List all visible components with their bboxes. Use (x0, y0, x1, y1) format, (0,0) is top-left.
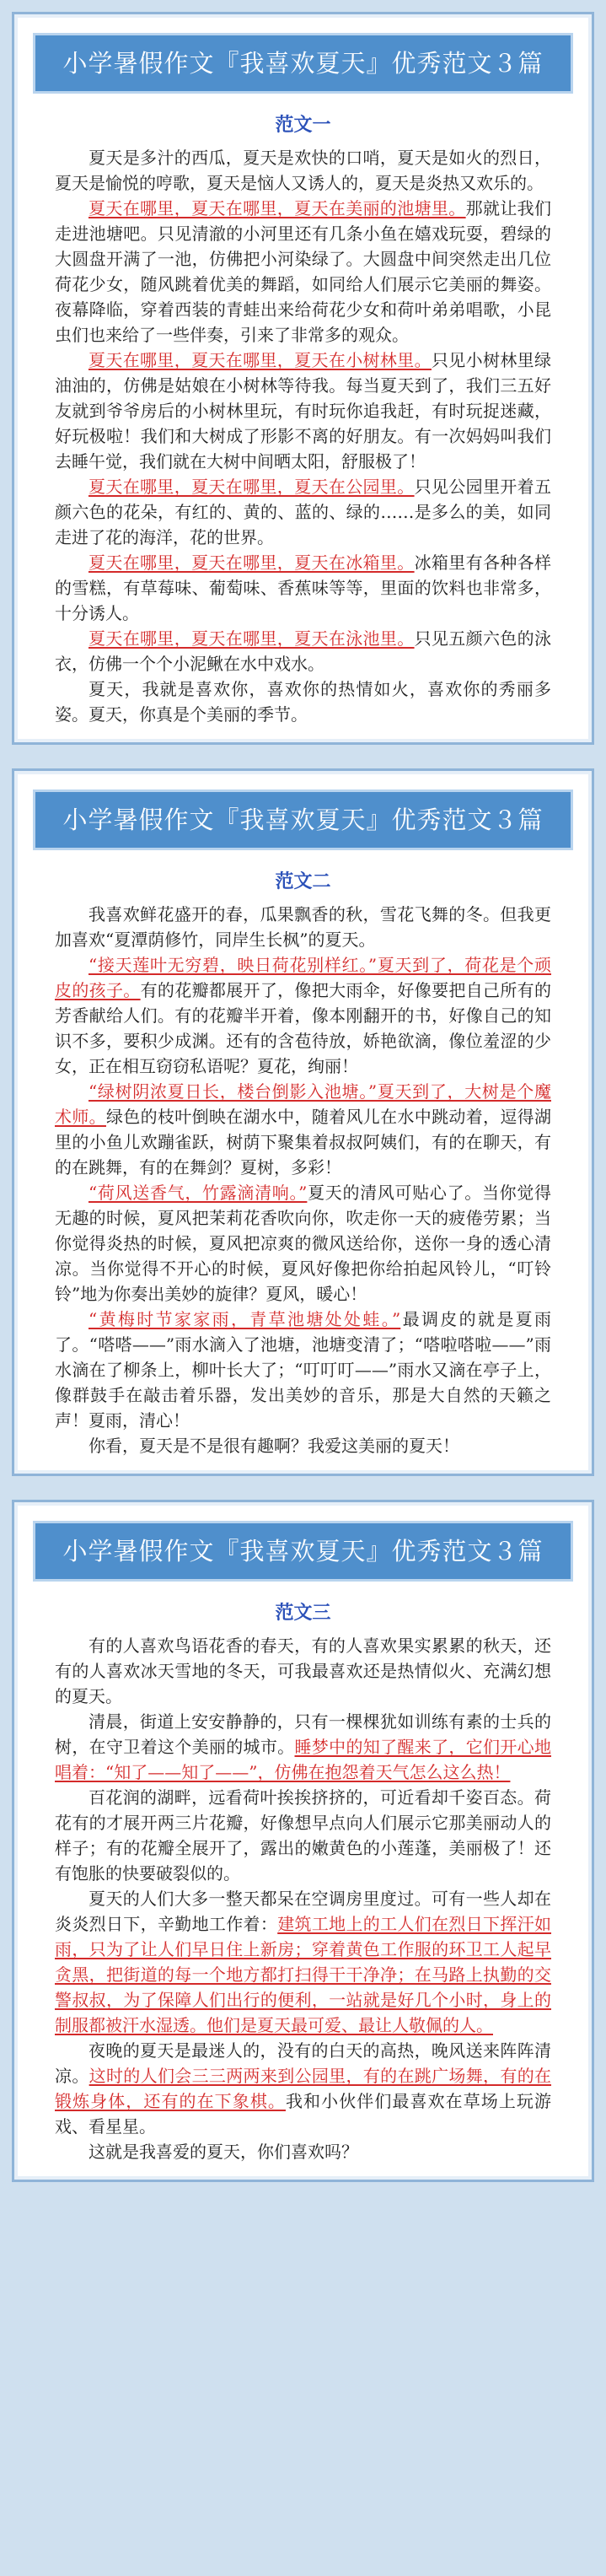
article-body (14, 902, 592, 1458)
article-paragraph (55, 196, 551, 348)
paragraph-text: 有的花瓣都展开了，像把大雨伞，好像要把自己所有的芳香献给人们。有的花瓣半开着，像本刚翻开的书，好像自己的知识不多，要积少成渊。还有的含苞待放，娇艳欲滴，像位羞涩的少女，正在相互窃窃私语呢？夏花，绚丽！ (55, 980, 552, 1076)
paragraph-text: 只见小树林里绿油油的，仿佛是姑娘在小树林等待我。每当夏天到了，我们三五好友就到爷爷房后的小树林里玩，有时玩你追我赶，有时玩捉迷藏，好玩极啦！我们和大树成了形影不离的好朋友。有一次妈妈叫我们去睡午觉，我们就在大树中间晒太阳，舒服极了！ (55, 350, 552, 472)
paragraph-text: 清晨，街道上安安静静的，只有一棵棵犹如训练有素的士兵的树，在守卫着这个美丽的城市。 (55, 1711, 551, 1757)
article-paragraph (55, 1886, 551, 2038)
article-card-2 (12, 768, 594, 1476)
article-paragraph (55, 626, 551, 676)
highlighted-sentence: “荷风送香气，竹露滴清响。” (88, 1183, 308, 1203)
paragraph-text: 我喜欢鲜花盛开的春，瓜果飘香的秋，雪花飞舞的冬。但我更加喜欢“夏潭荫修竹，同岸生长枫”的夏天。 (55, 904, 551, 950)
paragraph-text: 最调皮的就是夏雨了。“嗒嗒——”雨水滴入了池塘，池塘变清了；“嗒啦嗒啦——”雨水滴在了柳条上，柳叶长大了；“叮叮叮——”雨水又滴在亭子上，像群鼓手在敲击着乐器，发出美妙的音乐，那是大自然的天籁之声！夏雨，清心！ (55, 1309, 552, 1431)
article-paragraph (55, 550, 551, 626)
paragraph-text: 绿色的枝叶倒映在湖水中，随着风儿在水中跳动着，逗得湖里的小鱼儿欢蹦雀跃，树荫下聚集着叔叔阿姨们，有的在聊天，有的在跳舞，有的在舞剑？夏树，多彩！ (55, 1107, 552, 1178)
article-paragraph (55, 2139, 551, 2164)
article-subtitle: 范文一 (275, 114, 331, 136)
paragraph-text: 有的人喜欢鸟语花香的春天，有的人喜欢果实累累的秋天，还有的人喜欢冰天雪地的冬天，可我最喜欢还是热情似火、充满幻想的夏天。 (55, 1636, 551, 1706)
article-paragraph (55, 1633, 551, 1709)
article-paragraph (55, 1307, 551, 1433)
article-subtitle: 范文二 (275, 870, 331, 892)
paragraph-text: 夜晚的夏天是最迷人的，没有的白天的高热，晚风送来阵阵清凉。 (55, 2040, 551, 2086)
paragraph-text: 只见公园里开着五颜六色的花朵，有红的、黄的、蓝的、绿的……是多么的美，如同走进了花的海洋，花的世界。 (55, 477, 552, 547)
article-paragraph (55, 2038, 551, 2139)
article-paragraph (55, 474, 551, 550)
highlighted-sentence: 夏天在哪里，夏天在哪里，夏天在公园里。 (88, 477, 415, 497)
highlighted-sentence: “绿树阴浓夏日长，楼台倒影入池塘。”夏天到了，大树是个魔术师。 (55, 1081, 551, 1127)
paragraph-text: 夏天，我就是喜欢你，喜欢你的热情如火，喜欢你的秀丽多姿。夏天，你真是个美丽的季节。 (55, 679, 551, 725)
article-banner: 小学暑假作文『我喜欢夏天』优秀范文３篇 (33, 790, 573, 850)
article-paragraph (55, 1180, 551, 1307)
highlighted-sentence: 这时的人们会三三两两来到公园里，有的在跳广场舞，有的在锻炼身体，还有的在下象棋。 (55, 2066, 552, 2111)
article-paragraph (55, 145, 551, 196)
paragraph-text: 夏天的清风可贴心了。当你觉得无趣的时候，夏风把茉莉花香吹向你，吹走你一天的疲倦劳累；当你觉得炎热的时候，夏风把凉爽的微风送给你，送你一身的透心清凉。当你觉得不开心的时候，夏风好像把你给拍起风铃儿，“叮铃铃”地为你奏出美妙的旋律？夏风，暖心！ (55, 1183, 552, 1304)
article-paragraph (55, 1709, 551, 1785)
paragraph-text: 夏天的人们大多一整天都呆在空调房里度过。可有一些人却在炎炎烈日下，辛勤地工作着： (55, 1889, 551, 1934)
highlighted-sentence: 夏天在哪里，夏天在哪里，夏天在泳池里。 (88, 628, 415, 649)
highlighted-sentence: 睡梦中的知了醒来了，它们开心地唱着：“知了——知了——”，仿佛在抱怨着天气怎么这么热！ (55, 1737, 551, 1782)
article-paragraph (55, 1785, 551, 1886)
paragraph-text: 只见五颜六色的泳衣，仿佛一个个小泥鳅在水中戏水。 (55, 628, 552, 674)
article-paragraph (55, 952, 551, 1079)
paragraph-text: 冰箱里有各种各样的雪糕，有草莓味、葡萄味、香蕉味等等，里面的饮料也非常多，十分诱人。 (55, 552, 552, 623)
highlighted-sentence: “接天莲叶无穷碧，映日荷花别样红。”夏天到了，荷花是个顽皮的孩子。 (55, 955, 551, 1000)
article-body (14, 1633, 592, 2164)
article-card-1 (12, 12, 594, 745)
highlighted-sentence: 夏天在哪里，夏天在哪里，夏天在美丽的池塘里。 (88, 198, 466, 218)
paragraph-text: 那就让我们走进池塘吧。只见清澈的小河里还有几条小鱼在嬉戏玩耍，碧绿的大圆盘开满了一池，仿佛把小河染绿了。大圆盘中间突然走出几位荷花少女，随风跳着优美的舞蹈，如同给人们展示它美丽的舞姿。夜幕降临，穿着西装的青蛙出来给荷花少女和荷叶弟弟唱歌，小昆虫们也来给了一些伴奏，引来了非常多的观众。 (55, 198, 552, 345)
article-body (14, 145, 592, 727)
paragraph-text: 夏天是多汁的西瓜，夏天是欢快的口哨，夏天是如火的烈日，夏天是愉悦的哼歌，夏天是恼人又诱人的，夏天是炎热又欢乐的。 (55, 148, 551, 193)
article-paragraph (55, 1079, 551, 1180)
article-banner: 小学暑假作文『我喜欢夏天』优秀范文３篇 (33, 1521, 573, 1582)
paragraph-text: 百花润的湖畔，远看荷叶挨挨挤挤的，可近看却千姿百态。荷花有的才展开两三片花瓣，好像想早点向人们展示它那美丽动人的样子；有的花瓣全展开了，露出的嫩黄色的小莲蓬，美丽极了！还有饱胀的快要破裂似的。 (55, 1787, 551, 1883)
highlighted-sentence: “黄梅时节家家雨，青草池塘处处蛙。” (88, 1309, 401, 1329)
article-paragraph (55, 348, 551, 474)
article-banner: 小学暑假作文『我喜欢夏天』优秀范文３篇 (33, 33, 573, 94)
paragraph-text: 你看，夏天是不是很有趣啊？我爱这美丽的夏天！ (88, 1436, 459, 1456)
article-paragraph (55, 902, 551, 952)
paragraph-text: 我和小伙伴们最喜欢在草场上玩游戏、看星星。 (55, 2091, 552, 2137)
paragraph-text: 这就是我喜爱的夏天，你们喜欢吗？ (88, 2142, 358, 2162)
highlighted-sentence: 建筑工地上的工人们在烈日下挥汗如雨，只为了让人们早日住上新房；穿着黄色工作服的环卫工人起早贪黑，把街道的每一个地方都打扫得干干净净；在马路上执勤的交警叔叔，为了保障人们出行的便利，一站就是好几个小时，身上的制服都被汗水湿透。他们是夏天最可爱、最让人敬佩的人。 (55, 1914, 552, 2035)
article-paragraph (55, 676, 551, 727)
article-subtitle: 范文三 (275, 1602, 331, 1624)
article-paragraph (55, 1433, 551, 1458)
highlighted-sentence: 夏天在哪里，夏天在哪里，夏天在冰箱里。 (88, 552, 415, 573)
article-card-3 (12, 1500, 594, 2182)
highlighted-sentence: 夏天在哪里，夏天在哪里，夏天在小树林里。 (88, 350, 432, 370)
